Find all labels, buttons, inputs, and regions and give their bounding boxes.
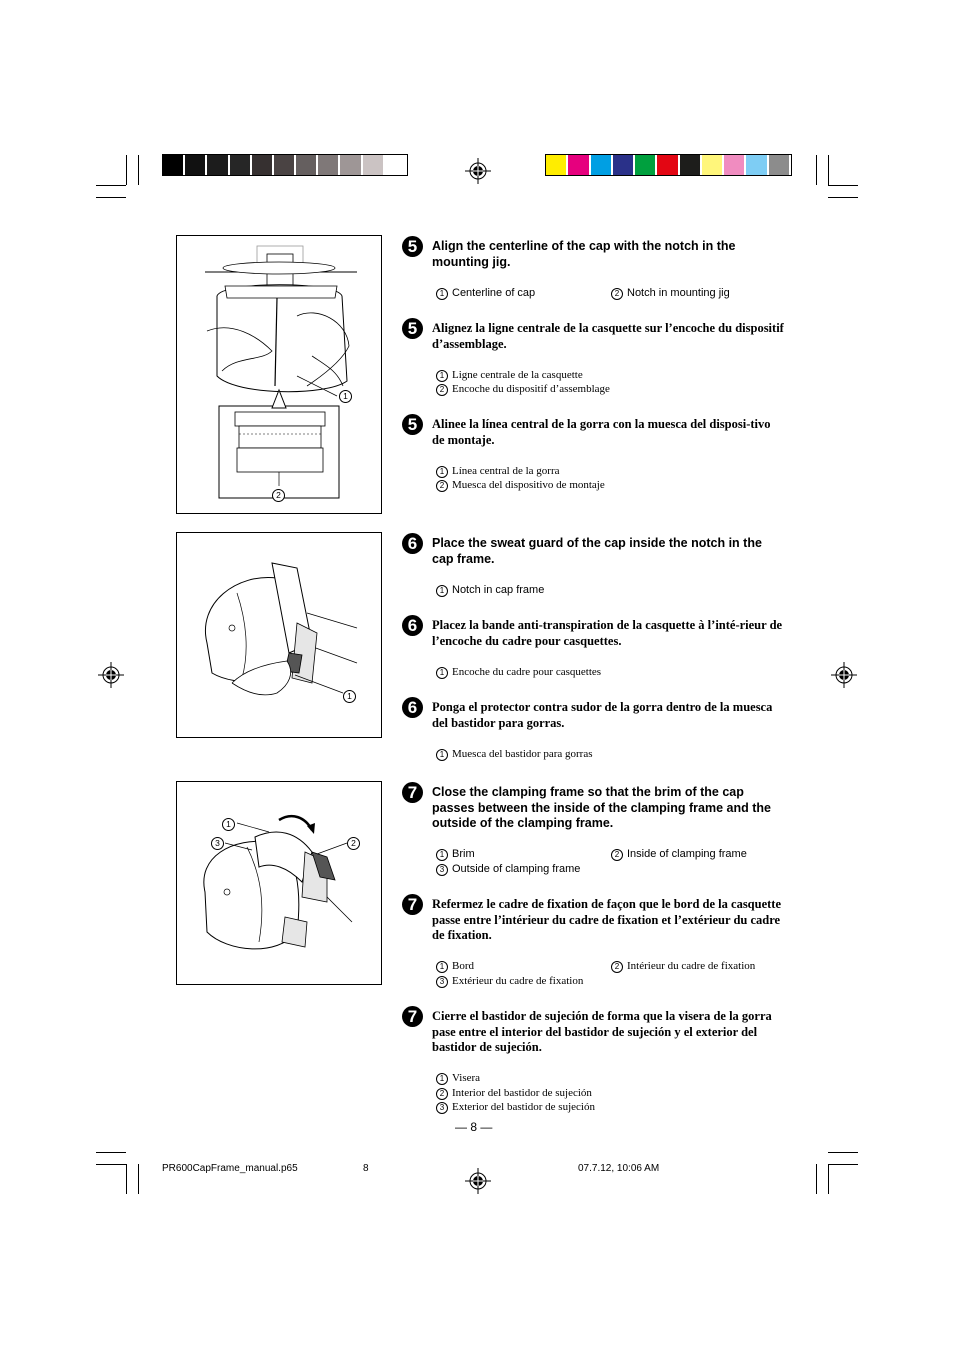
color-swatch	[724, 155, 744, 175]
footer-filename: PR600CapFrame_manual.p65	[162, 1163, 298, 1174]
step-badge: 7	[402, 782, 423, 803]
legend-item: 1 Bord	[436, 959, 474, 974]
legend-item: 2 Interior del bastidor de sujeción	[436, 1086, 592, 1101]
legend-item: 1 Encoche du cadre pour casquettes	[436, 665, 601, 680]
registration-mark-icon	[465, 158, 491, 184]
legend-item: 3 Exterior del bastidor de sujeción	[436, 1100, 595, 1115]
color-swatch	[769, 155, 789, 175]
color-swatch	[635, 155, 655, 175]
legend-item: 3 Outside of clamping frame	[436, 862, 580, 877]
registration-mark-icon	[465, 1168, 491, 1194]
figure-label-1: 1	[343, 690, 356, 703]
page-number: — 8 —	[455, 1120, 493, 1134]
color-swatch	[207, 155, 227, 175]
color-swatch	[296, 155, 316, 175]
color-swatch	[185, 155, 205, 175]
legend-item: 1 Ligne centrale de la casquette	[436, 368, 583, 383]
color-swatch	[318, 155, 338, 175]
step-badge: 7	[402, 894, 423, 915]
legend-item: 1 Brim	[436, 847, 475, 862]
legend-item: 1 Línea central de la gorra	[436, 464, 560, 479]
color-swatch	[546, 155, 566, 175]
gray-scale-bar	[162, 154, 408, 176]
legend-item: 1 Visera	[436, 1071, 480, 1086]
step-badge: 6	[402, 697, 423, 718]
legend-item: 2 Intérieur du cadre de fixation	[611, 959, 755, 974]
figure-label-1: 1	[222, 818, 235, 831]
legend-item: 1 Notch in cap frame	[436, 583, 544, 598]
cap-on-jig-illustration	[177, 236, 381, 513]
step-heading-fr: Placez la bande anti-transpiration de la casquette à l’inté-rieur de l’encoche du cadre pour casquettes.	[432, 618, 783, 648]
step-badge: 5	[402, 236, 423, 257]
figure-label-3: 3	[211, 837, 224, 850]
registration-mark-icon	[831, 662, 857, 688]
legend-item: 2 Notch in mounting jig	[611, 286, 730, 301]
step-badge: 5	[402, 318, 423, 339]
step-heading-en: Close the clamping frame so that the brim of the cap passes between the inside of the clamping frame and the outside of the clamping frame.	[432, 785, 771, 830]
legend-item: 1 Centerline of cap	[436, 286, 535, 301]
legend-item: 2 Encoche du dispositif d’assemblage	[436, 382, 610, 397]
color-bar	[545, 154, 792, 176]
color-swatch	[385, 155, 405, 175]
step-heading-es: Cierre el bastidor de sujeción de forma que la visera de la gorra pase entre el interior del bastidor de sujeción y el exterior del bastidor de sujeción.	[432, 1009, 772, 1054]
step-heading-es: Ponga el protector contra sudor de la gorra dentro de la muesca del bastidor para gorras.	[432, 700, 773, 730]
registration-mark-icon	[98, 662, 124, 688]
color-swatch	[163, 155, 183, 175]
step-heading-fr: Refermez le cadre de fixation de façon que le bord de la casquette passe entre l’intérieur du cadre de fixation et l’extérieur du cadre de fixation.	[432, 897, 782, 942]
color-swatch	[230, 155, 250, 175]
figure-step-7	[176, 781, 382, 985]
color-swatch	[252, 155, 272, 175]
step-badge: 6	[402, 615, 423, 636]
color-swatch	[746, 155, 766, 175]
step-badge: 7	[402, 1006, 423, 1027]
color-swatch	[363, 155, 383, 175]
figure-label-2: 2	[347, 837, 360, 850]
color-swatch	[702, 155, 722, 175]
step-badge: 6	[402, 533, 423, 554]
color-swatch	[591, 155, 611, 175]
figure-label-1: 1	[339, 390, 352, 403]
color-swatch	[613, 155, 633, 175]
color-swatch	[340, 155, 360, 175]
color-swatch	[274, 155, 294, 175]
footer-timestamp: 07.7.12, 10:06 AM	[578, 1163, 660, 1174]
figure-step-6	[176, 532, 382, 738]
step-heading-en: Align the centerline of the cap with the notch in the mounting jig.	[432, 239, 736, 269]
step-heading-es: Alinee la línea central de la gorra con la muesca del disposi-tivo de montaje.	[432, 417, 771, 447]
color-swatch	[568, 155, 588, 175]
step-badge: 5	[402, 414, 423, 435]
footer-page: 8	[363, 1163, 369, 1174]
color-swatch	[680, 155, 700, 175]
figure-step-5	[176, 235, 382, 514]
legend-item: 2 Muesca del dispositivo de montaje	[436, 478, 605, 493]
step-heading-en: Place the sweat guard of the cap inside the notch in the cap frame.	[432, 536, 762, 566]
color-swatch	[657, 155, 677, 175]
clamping-frame-illustration	[177, 782, 381, 984]
figure-label-2: 2	[272, 489, 285, 502]
legend-item: 1 Muesca del bastidor para gorras	[436, 747, 593, 762]
sweat-guard-illustration	[177, 533, 381, 737]
legend-item: 3 Extérieur du cadre de fixation	[436, 974, 583, 989]
legend-item: 2 Inside of clamping frame	[611, 847, 747, 862]
step-heading-fr: Alignez la ligne centrale de la casquette sur l’encoche du dispositif d’assemblage.	[432, 321, 784, 351]
